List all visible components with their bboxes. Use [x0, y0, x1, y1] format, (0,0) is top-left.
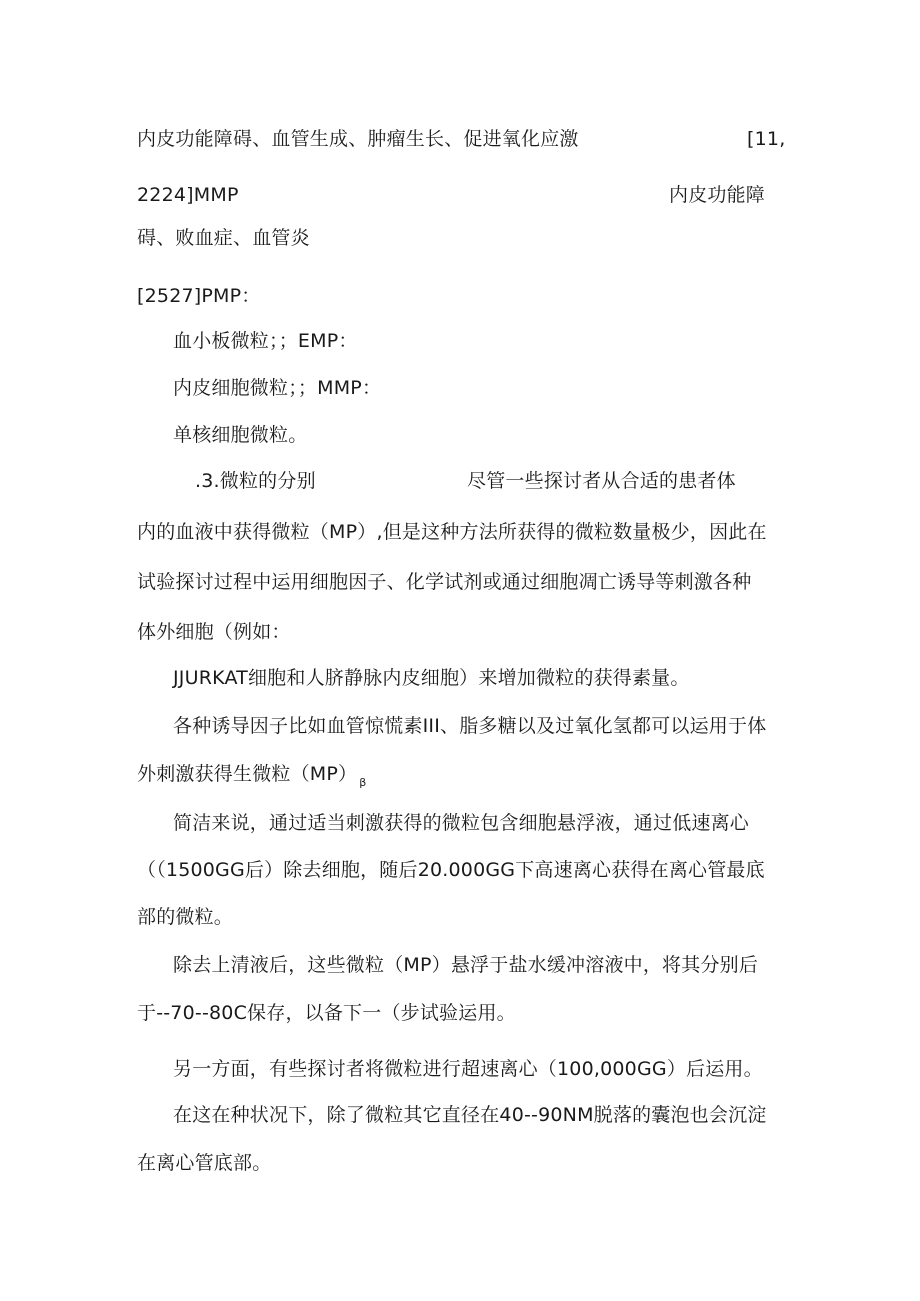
- text-line: 在离心管底部。: [137, 1152, 272, 1174]
- text-line: 简洁来说，通过适当刺激获得的微粒包含细胞悬浮液，通过低速离心: [173, 812, 750, 834]
- text-line: 单核细胞微粒。: [173, 424, 308, 446]
- text-line: 尽管一些探讨者从合适的患者体: [467, 470, 736, 492]
- citation-text: [11,: [747, 128, 786, 150]
- text-line: [2527]PMP：: [137, 285, 261, 307]
- text-line: JJURKAT细胞和人脐静脉内皮细胞）来增加微粒的获得素量。: [173, 667, 690, 689]
- text-line: 各种诱导因子比如血管惊慌素III、脂多糖以及过氧化氢都可以运用于体: [173, 715, 767, 737]
- text-line: [137, 762, 367, 789]
- text-line: 碍、败血症、血管炎: [137, 227, 310, 249]
- text-line: 除去上清液后，这些微粒（MP）悬浮于盐水缓冲溶液中，将其分别后: [173, 954, 759, 976]
- text-line: 内皮功能障碍、血管生成、肿瘤生长、促进氧化应激: [137, 128, 579, 150]
- text-span: 外刺激获得生微粒（MP）: [137, 763, 358, 785]
- section-heading: .3.微粒的分别: [195, 470, 316, 492]
- text-line: 在这在种状况下，除了微粒其它直径在40--90NM脱落的囊泡也会沉淀: [173, 1104, 767, 1126]
- text-line: 体外细胞（例如：: [137, 621, 291, 643]
- text-line: 内皮细胞微粒；；MMP：: [173, 377, 382, 399]
- text-line: 部的微粒。: [137, 906, 234, 928]
- text-line: 于--70--80C保存，以备下一（步试验运用。: [137, 1002, 516, 1024]
- text-line: 另一方面，有些探讨者将微粒进行超速离心（100,000GG）后运用。: [173, 1058, 763, 1080]
- text-line: （（1500GG后）除去细胞，随后20.000GG下高速离心获得在离心管最底: [137, 859, 765, 881]
- text-line: 血小板微粒；；EMP：: [173, 330, 358, 352]
- text-line: 试验探讨过程中运用细胞因子、化学试剂或通过细胞凋亡诱导等刺激各种: [137, 571, 752, 593]
- text-line: 内皮功能障: [669, 184, 766, 206]
- text-line: 2224]MMP: [137, 184, 239, 206]
- subscript-symbol: β: [359, 776, 367, 789]
- text-line: 内的血液中获得微粒（MP）,但是这种方法所获得的微粒数量极少，因此在: [137, 521, 767, 543]
